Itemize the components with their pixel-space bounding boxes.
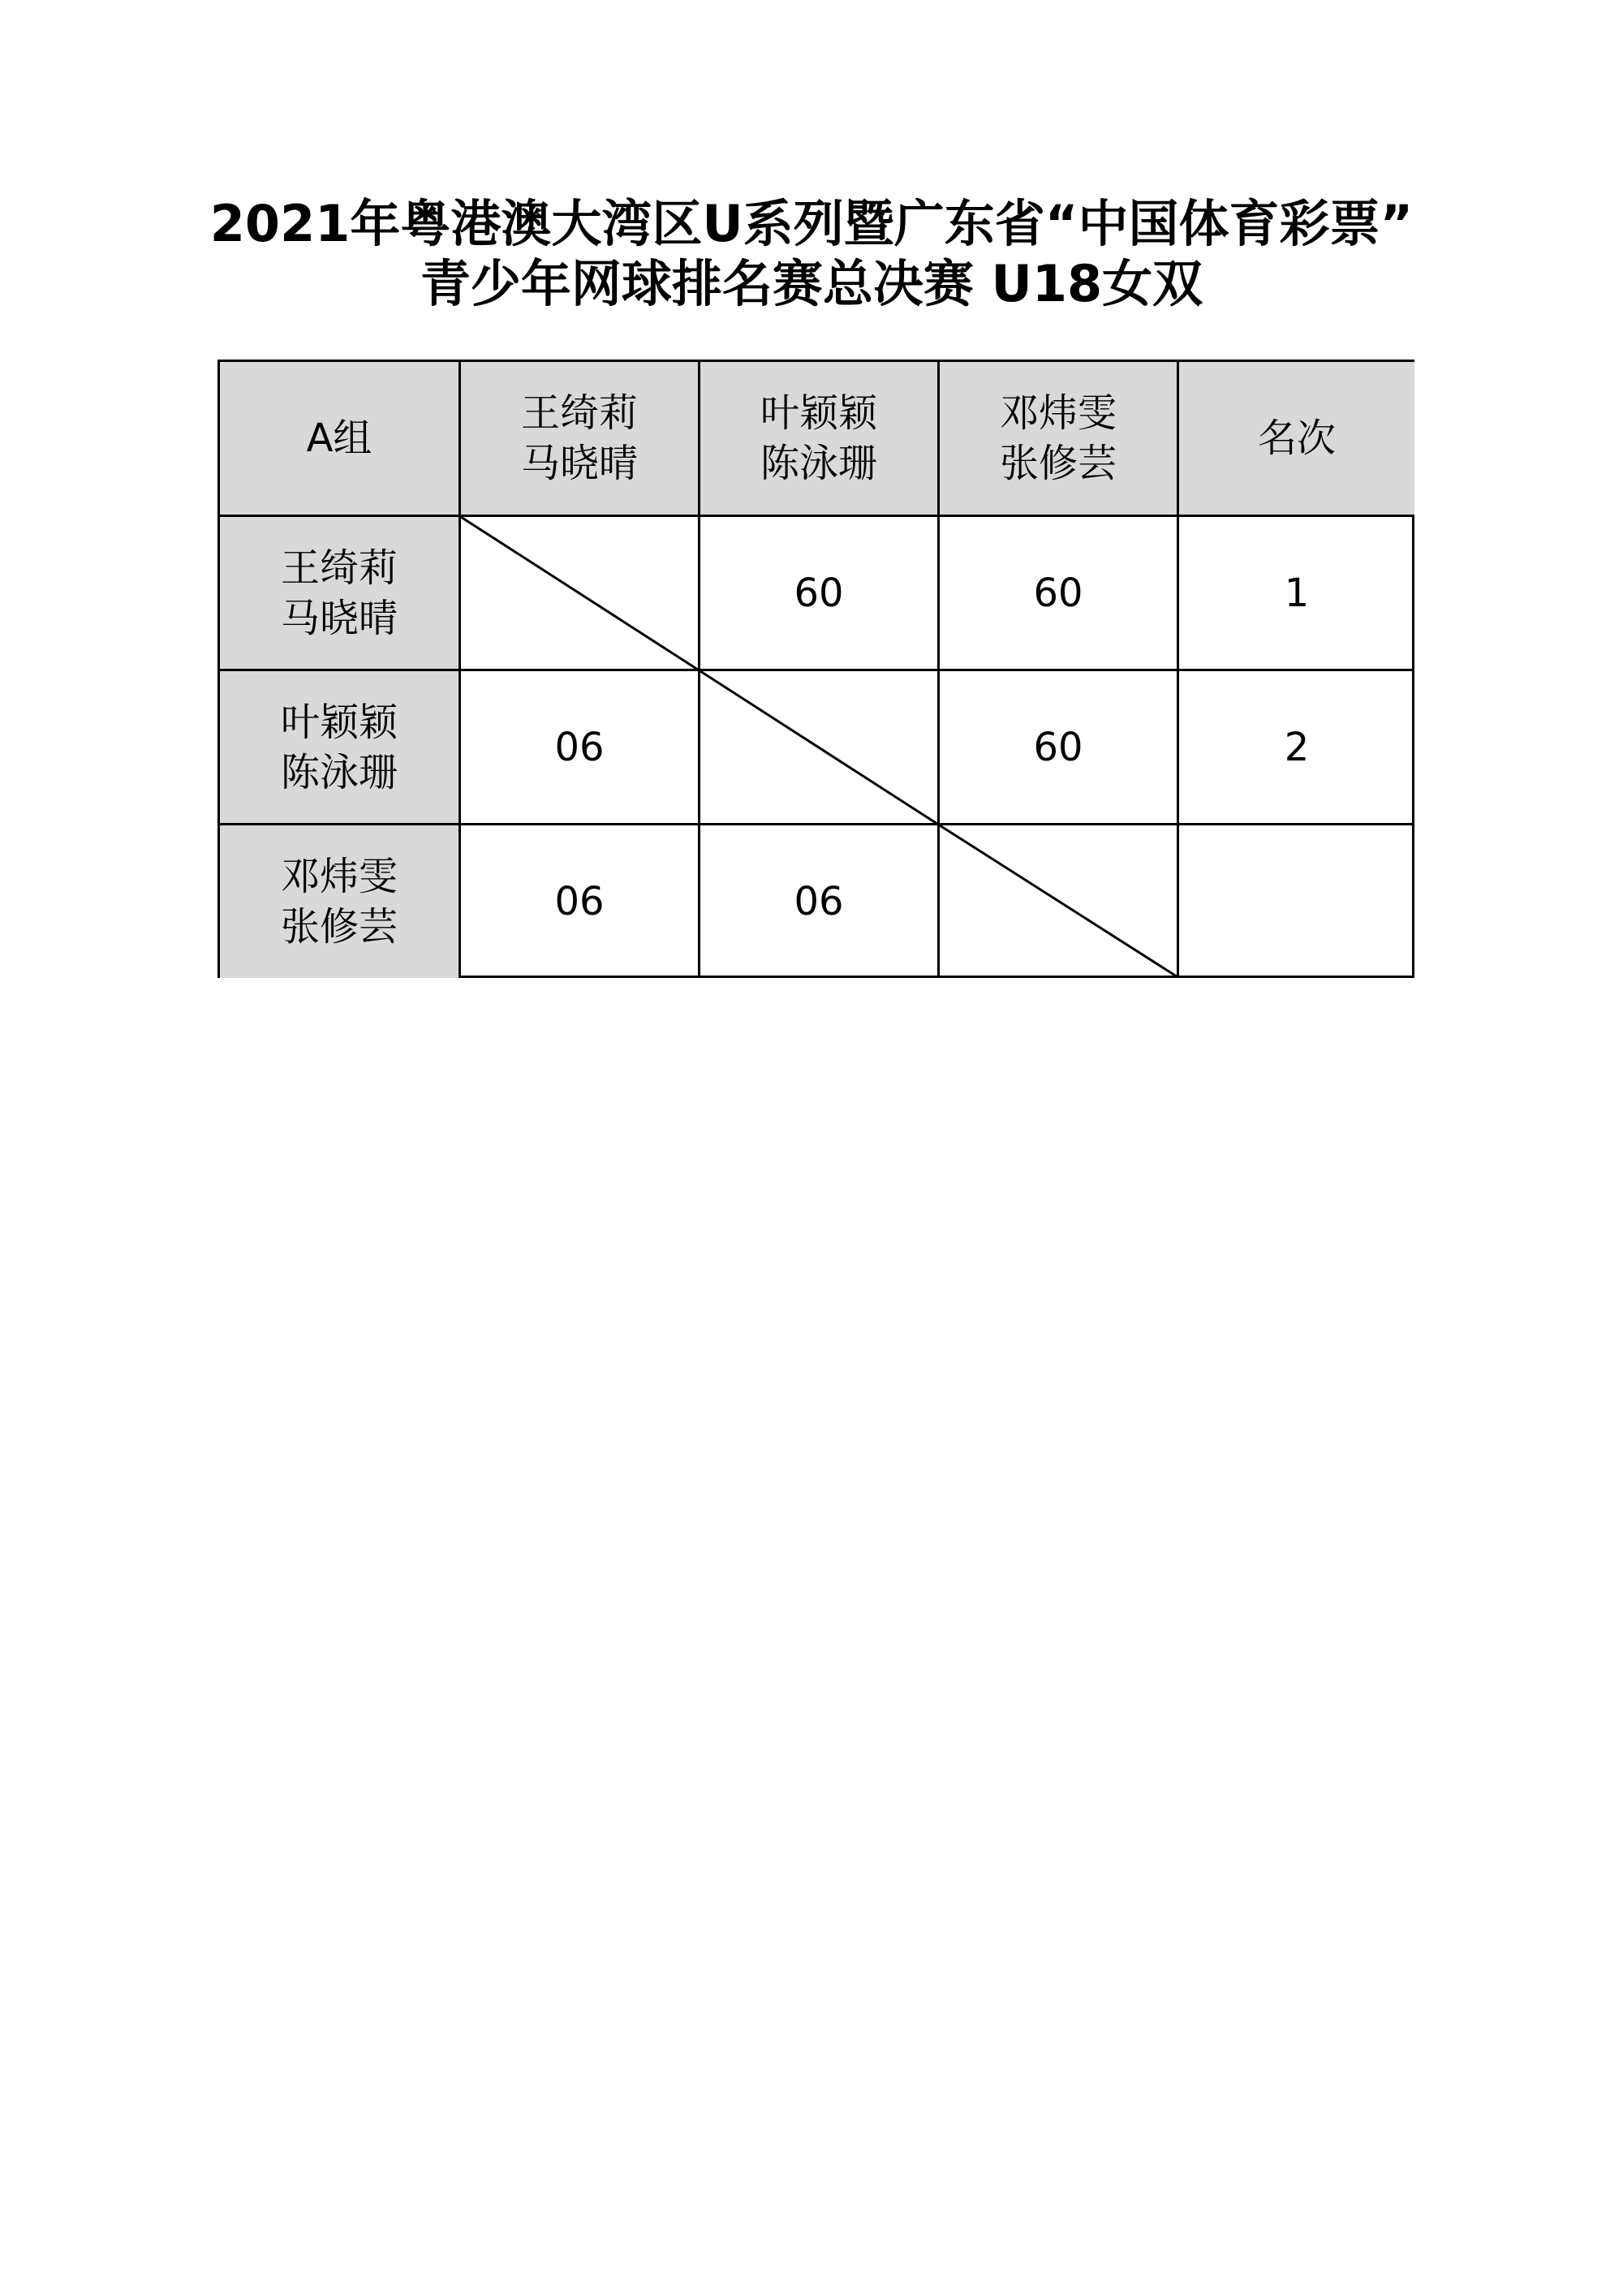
score-cell: 06 [461,671,700,825]
score-cell-diagonal [940,825,1179,978]
results-table [217,360,1414,978]
column-header-pair-1: 王绮莉 马晓晴 [461,362,700,517]
row-header-pair-1: 王绮莉 马晓晴 [220,517,461,671]
score-cell: 06 [461,825,700,978]
row-header-pair-3: 邓炜雯 张修芸 [220,825,461,978]
score-cell: 06 [700,825,940,978]
score-cell-diagonal [461,517,700,671]
column-header-pair-2: 叶颖颖 陈泳珊 [700,362,940,517]
score-cell: 60 [940,671,1179,825]
score-cell: 60 [700,517,940,671]
group-label-cell: A组 [220,362,461,517]
row-header-pair-2: 叶颖颖 陈泳珊 [220,671,461,825]
rank-cell [1179,825,1414,978]
score-cell-diagonal [700,671,940,825]
rank-cell: 1 [1179,517,1414,671]
rank-header-cell: 名次 [1179,362,1414,517]
page-title-line-1: 2021年粤港澳大湾区U系列暨广东省“中国体育彩票” [209,194,1414,253]
score-cell: 60 [940,517,1179,671]
page-title-line-2: 青少年网球排名赛总决赛 U18女双 [420,254,1203,313]
rank-cell: 2 [1179,671,1414,825]
column-header-pair-3: 邓炜雯 张修芸 [940,362,1179,517]
